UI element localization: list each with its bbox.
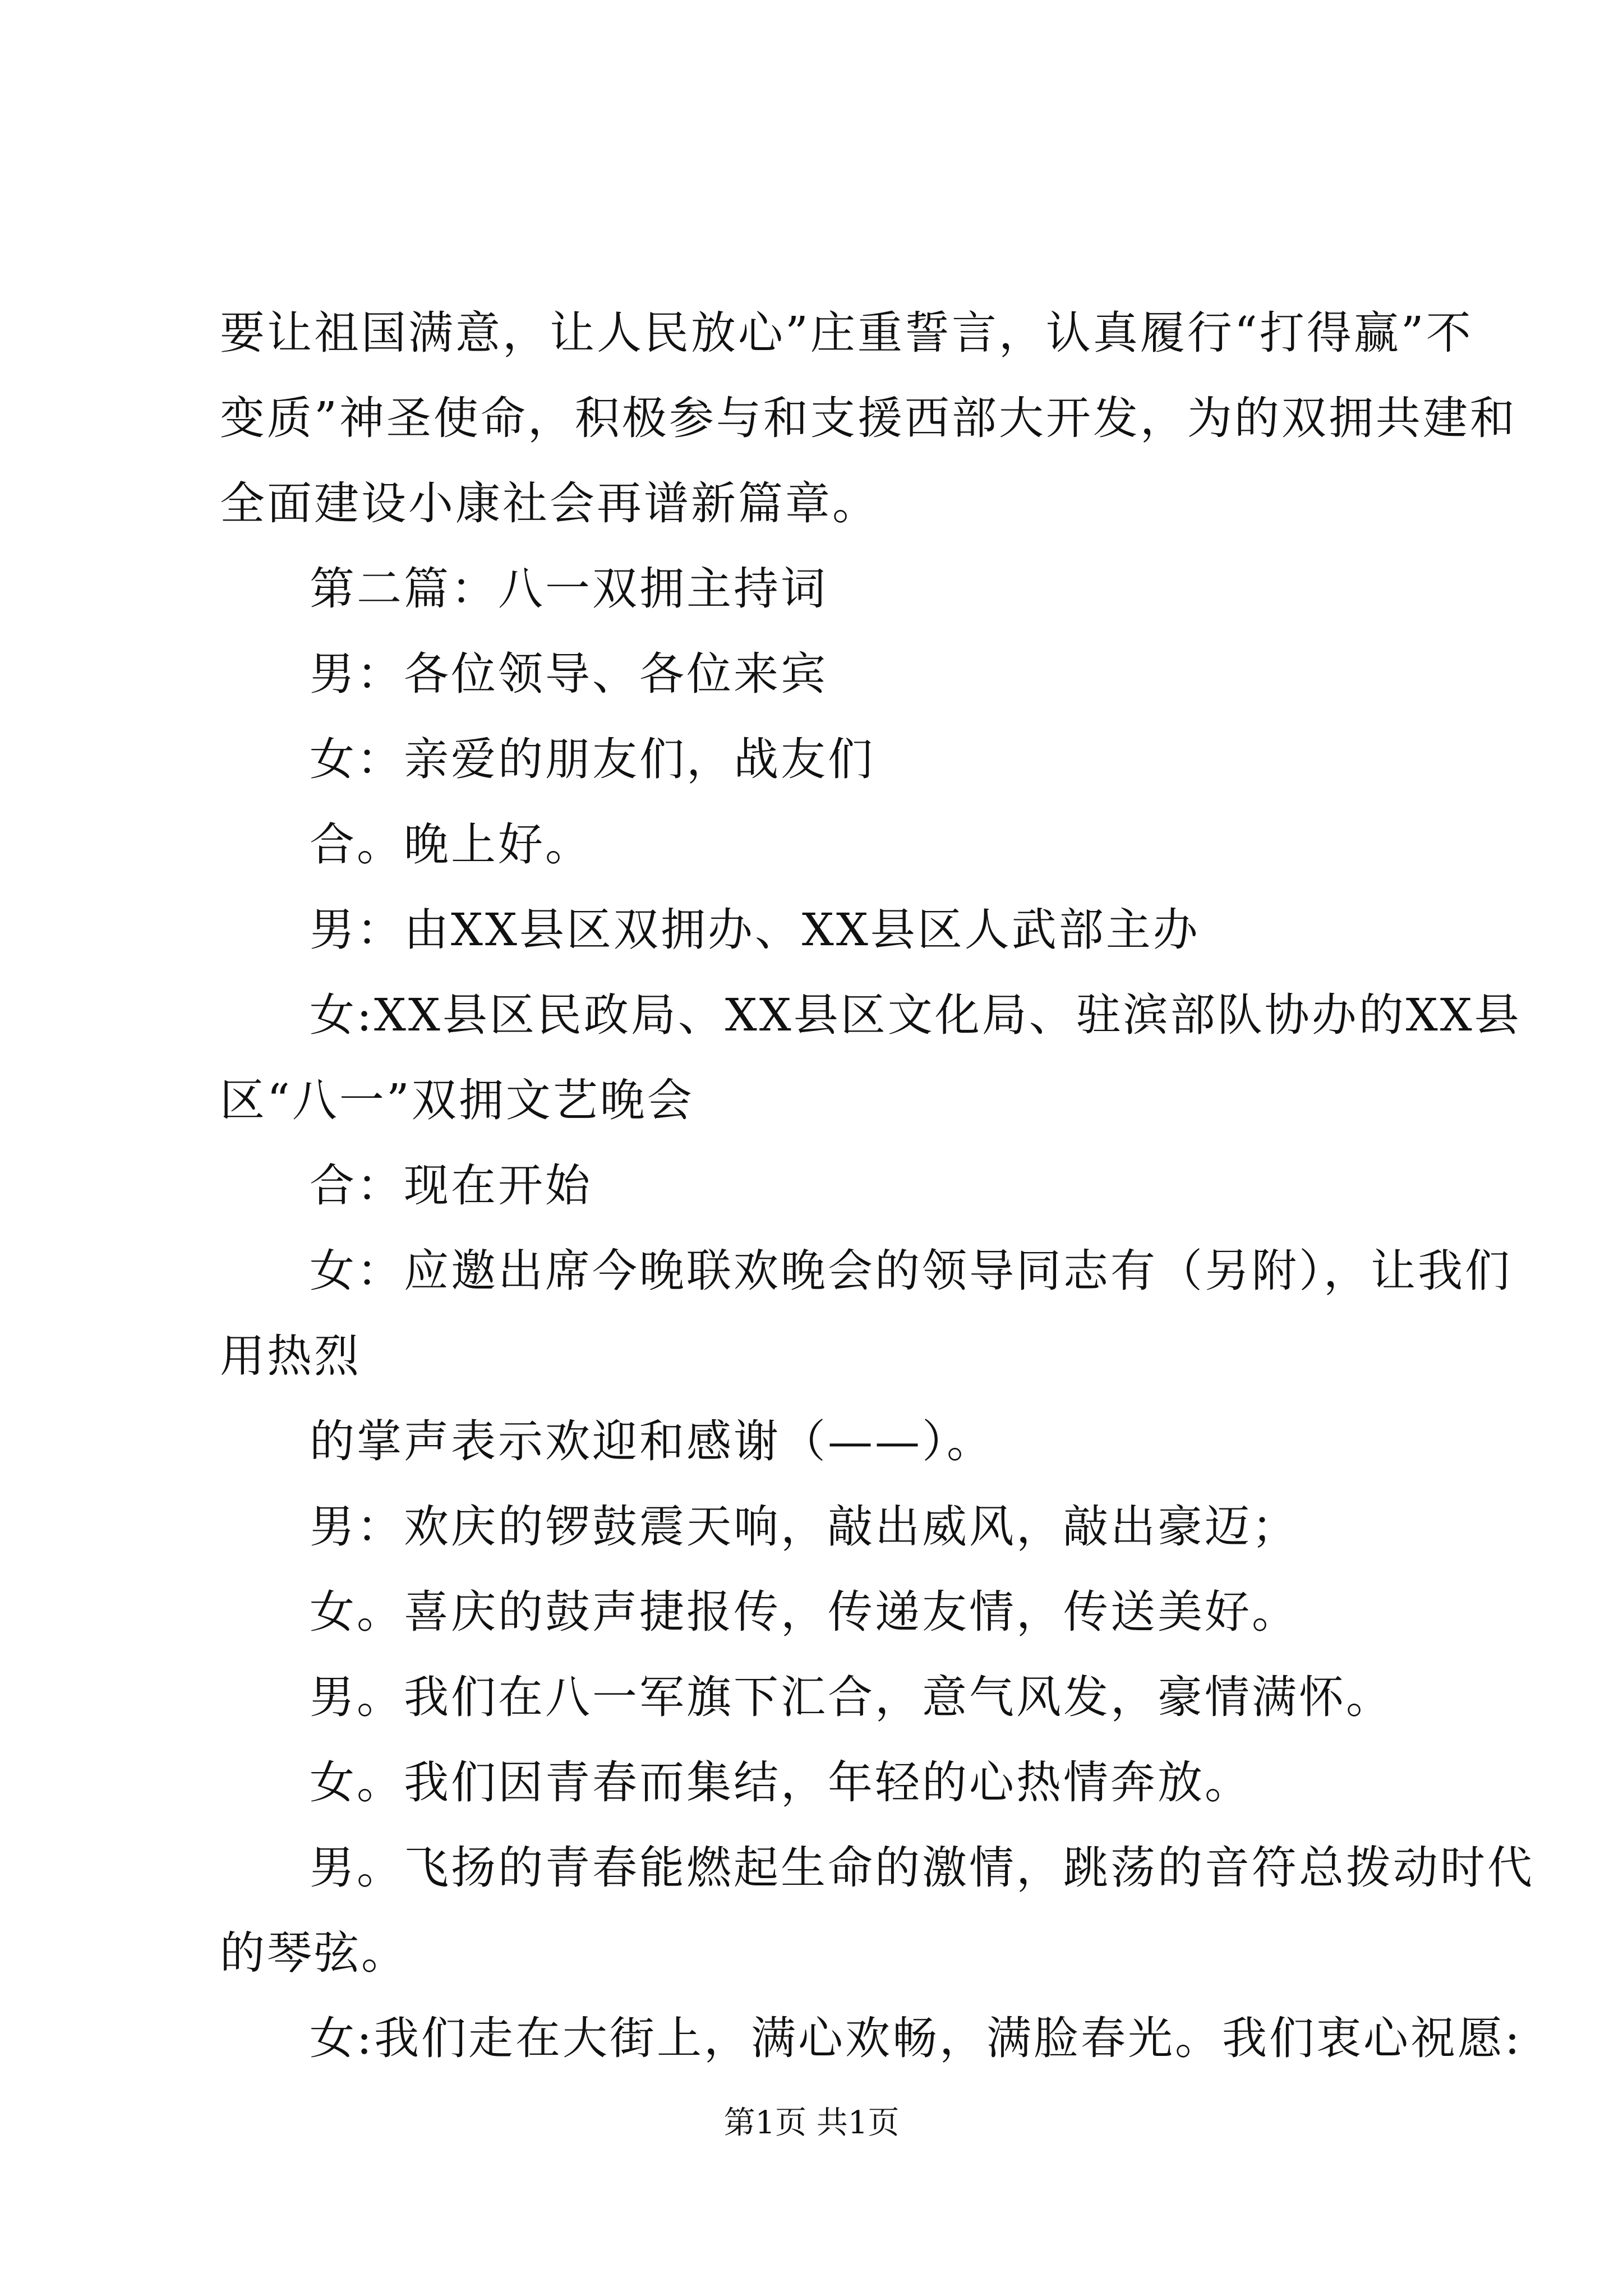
text-line: 全面建设小康社会再谱新篇章。 xyxy=(220,477,879,530)
document-body xyxy=(220,291,1534,2081)
text-line: 女:XX县区民政局、XX县区文化局、驻滨部队协办的XX县 xyxy=(310,989,1521,1041)
text-line: 合。晚上好。 xyxy=(310,818,592,871)
section-heading: 第二篇：八一双拥主持词 xyxy=(310,563,828,615)
text-line: 区“八一”双拥文艺晚会 xyxy=(220,1074,694,1126)
text-line: 女：亲爱的朋友们，战友们 xyxy=(310,733,875,785)
page-footer: 第1页 共1页 xyxy=(723,2105,900,2141)
text-line: 变质”神圣使命，积极参与和支援西部大开发，为的双拥共建和 xyxy=(220,392,1517,444)
text-line: 女。喜庆的鼓声捷报传，传递友情，传送美好。 xyxy=(310,1586,1299,1638)
text-line: 男：由XX县区双拥办、XX县区人武部主办 xyxy=(310,904,1200,956)
text-line: 合：现在开始 xyxy=(310,1159,592,1212)
text-line: 的掌声表示欢迎和感谢（——）。 xyxy=(310,1415,994,1467)
text-line: 女:我们走在大街上，满心欢畅，满脸春光。我们衷心祝愿: xyxy=(310,2012,1522,2064)
text-line: 男：欢庆的锣鼓震天响，敲出威风，敲出豪迈； xyxy=(310,1501,1299,1553)
text-line: 男：各位领导、各位来宾 xyxy=(310,648,828,700)
text-line: 的琴弦。 xyxy=(220,1927,408,1979)
text-line: 男。飞扬的青春能燃起生命的激情，跳荡的音符总拨动时代 xyxy=(310,1842,1534,1894)
text-line: 男。我们在八一军旗下汇合，意气风发，豪情满怀。 xyxy=(310,1671,1393,1723)
text-line: 要让祖国满意，让人民放心”庄重誓言，认真履行“打得赢”不 xyxy=(220,307,1473,359)
text-line: 用热烈 xyxy=(220,1330,361,1382)
text-line: 女：应邀出席今晚联欢晚会的领导同志有（另附），让我们 xyxy=(310,1245,1512,1297)
text-line: 女。我们因青春而集结，年轻的心热情奔放。 xyxy=(310,1756,1252,1809)
